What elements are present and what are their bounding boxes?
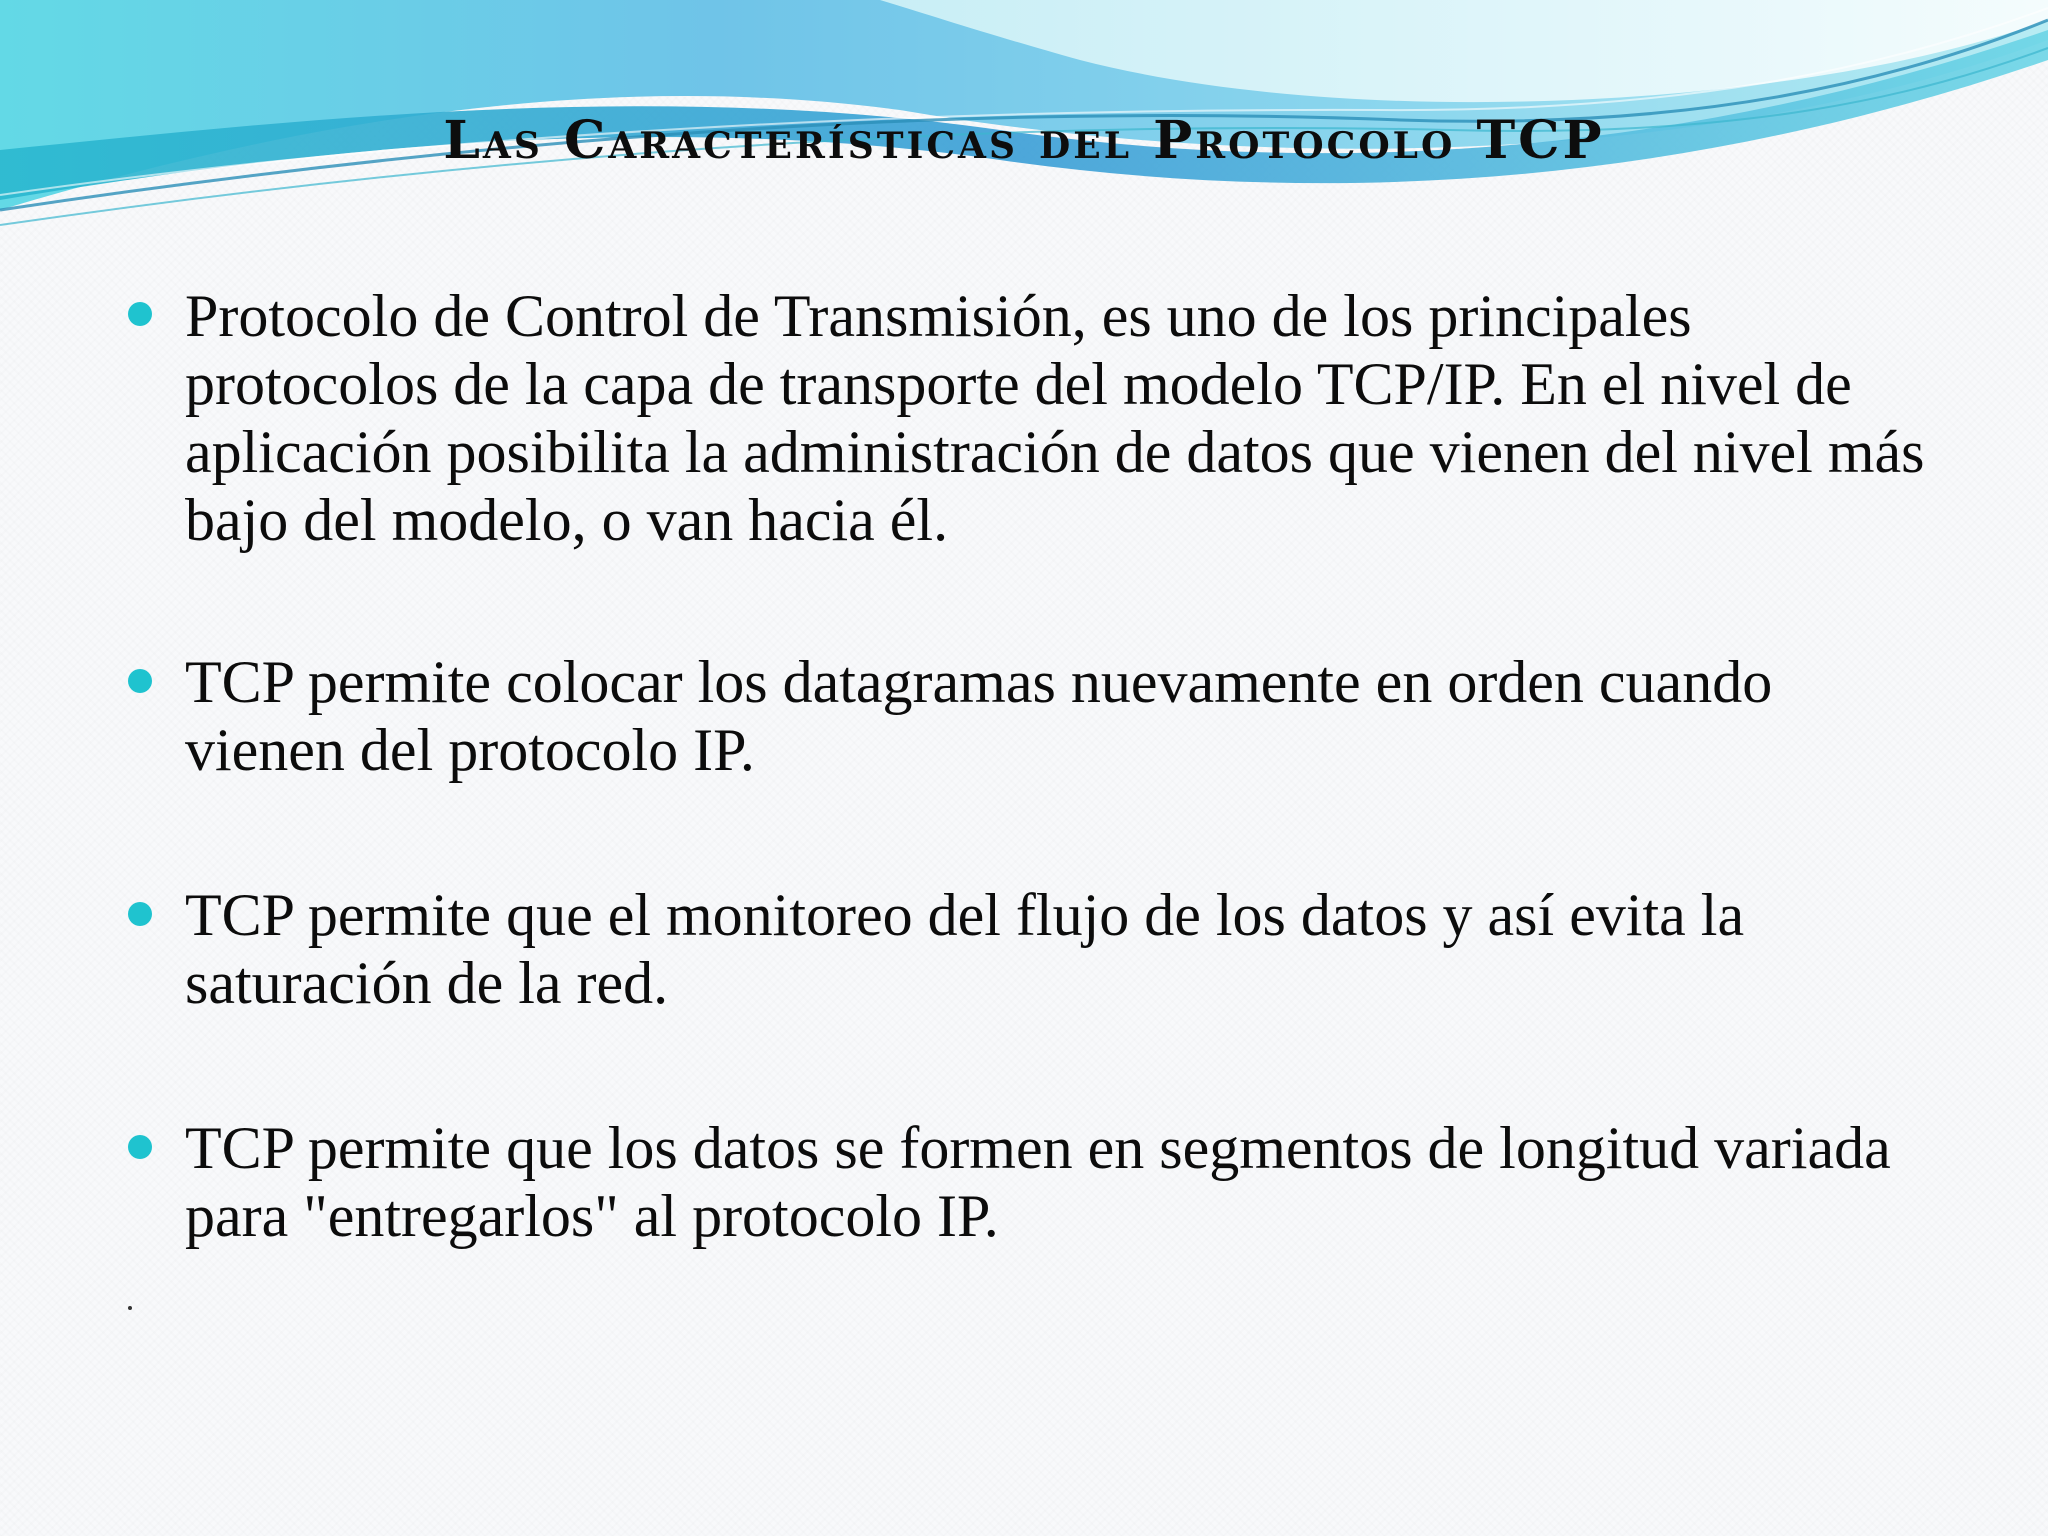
slide-title: Las Características del Protocolo TCP [443,110,1605,171]
stray-mark [128,1306,132,1310]
bullet-item-1: Protocolo de Control de Transmisión, es uno de los principales protocolos de la capa de transporte del modelo TCP/IP. En el nivel de aplicación posibilita la administración de datos que vienen del nivel más bajo del modelo, o van hacia él. [185,283,1925,553]
bullet-item-4: TCP permite que los datos se formen en segmentos de longitud variada para "entregarlos" al protocolo IP. [185,1115,1891,1249]
bullet-dot-icon [128,302,152,326]
bullet-dot-icon [128,902,152,926]
bullet-dot-icon [128,1135,152,1159]
bullet-item-3: TCP permite que el monitoreo del flujo de los datos y así evita la saturación de la red. [185,882,1745,1016]
bullet-item-2: TCP permite colocar los datagramas nuevamente en orden cuando vienen del protocolo IP. [185,649,1773,783]
bullet-dot-icon [128,669,152,693]
